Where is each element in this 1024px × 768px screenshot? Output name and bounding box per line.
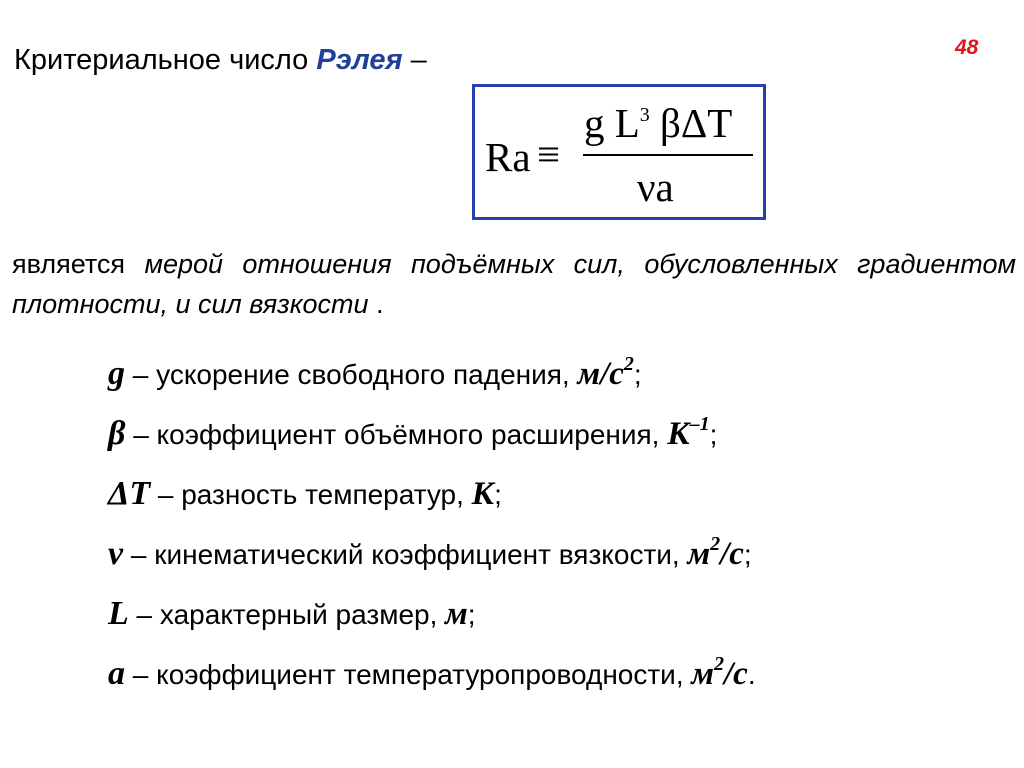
definition-end: ; — [633, 359, 642, 390]
definition-item — [108, 402, 756, 462]
title-prefix: Критериальное число — [14, 44, 317, 76]
definition-unit: $К^{-1}$ — [667, 413, 710, 452]
definition-end: ; — [743, 539, 752, 570]
paragraph-italic: мерой отношения подъёмных сил, обусловленных градиентом плотности, и сил вязкости — [12, 249, 1016, 319]
definition-text: – коэффициент температуропроводности, — [125, 659, 692, 690]
definition-symbol: ν — [108, 535, 124, 572]
definition-symbol: L — [108, 595, 129, 632]
numerator-rest: βΔT — [649, 100, 733, 146]
title-name: Рэлея — [316, 44, 403, 76]
definition-symbol: g — [108, 355, 125, 392]
description-paragraph — [12, 244, 1016, 324]
formula-equiv-sign: ≡ — [537, 131, 561, 177]
definition-text: – характерный размер, — [128, 599, 446, 630]
fraction-bar — [583, 154, 753, 156]
definition-unit: м — [445, 596, 468, 632]
definition-symbol: a — [108, 655, 125, 692]
paragraph-suffix: . — [368, 289, 384, 319]
definition-list — [108, 342, 756, 702]
numerator-base: g L — [584, 100, 640, 146]
definition-item — [108, 582, 756, 642]
rayleigh-formula — [472, 84, 766, 220]
paragraph-prefix: является — [12, 249, 145, 279]
slide-title — [14, 40, 427, 80]
definition-end: ; — [494, 479, 502, 510]
definition-item — [108, 642, 756, 702]
definition-text: – коэффициент объёмного расширения, — [125, 419, 668, 450]
definition-unit: $м^2/с$ — [687, 533, 744, 572]
definition-item — [108, 522, 756, 582]
page-number: 48 — [955, 36, 979, 59]
definition-unit: К — [471, 476, 495, 512]
definition-item — [108, 342, 756, 402]
formula-lhs: Ra — [485, 134, 531, 180]
definition-end: . — [747, 659, 756, 690]
definition-symbol: β — [108, 415, 126, 452]
definition-unit: $м^2/с$ — [691, 653, 748, 692]
definition-item — [108, 462, 756, 522]
definition-text: – разность температур, — [150, 479, 472, 510]
numerator-exponent: 3 — [639, 104, 650, 126]
definition-symbol: ΔT — [108, 475, 151, 512]
definition-text: – кинематический коэффициент вязкости, — [123, 539, 688, 570]
formula-numerator — [584, 100, 733, 146]
formula-denominator: νa — [637, 164, 674, 210]
title-suffix: – — [402, 44, 427, 76]
definition-end: ; — [709, 419, 718, 450]
definition-text: – ускорение свободного падения, — [125, 359, 578, 390]
definition-unit: $м/с^2$ — [577, 353, 634, 392]
definition-end: ; — [467, 599, 476, 630]
